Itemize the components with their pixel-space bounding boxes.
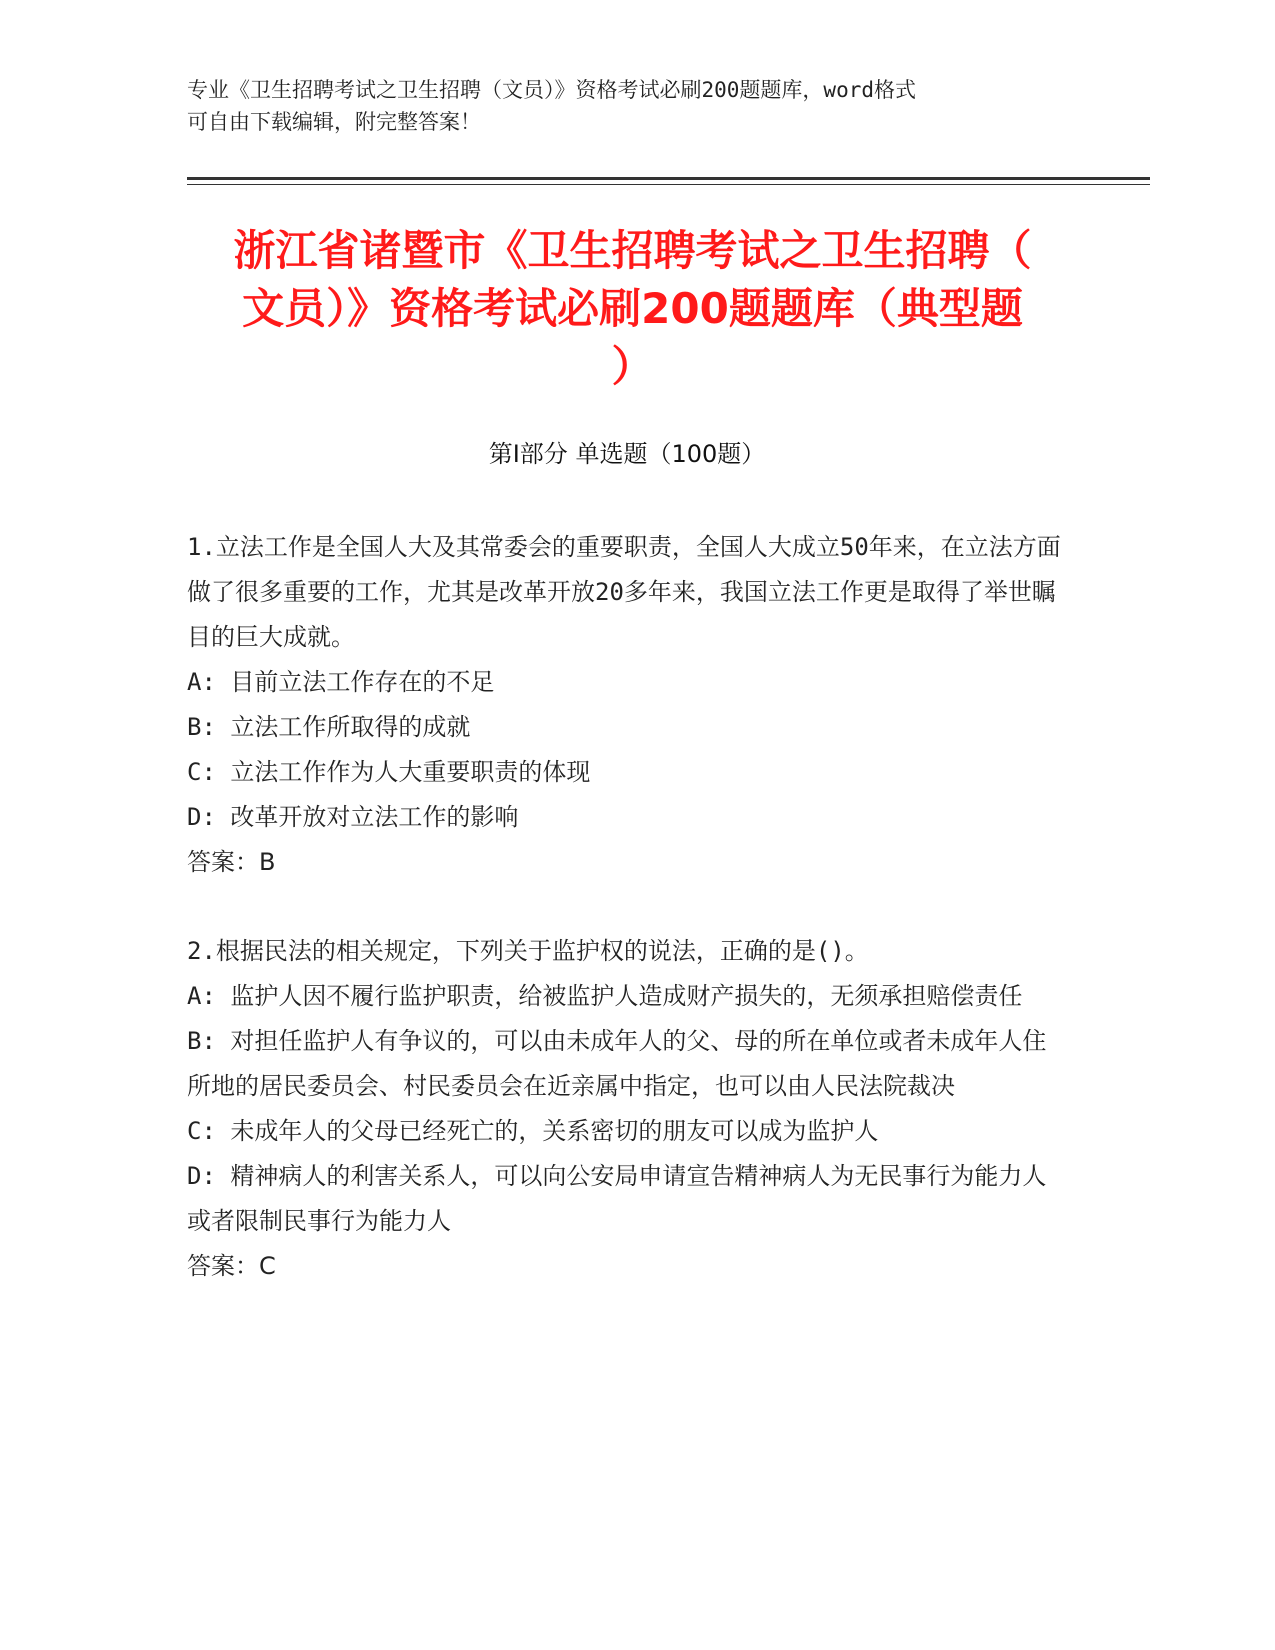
question-option: A: 目前立法工作存在的不足 (187, 668, 495, 696)
header-divider-thick (187, 177, 1150, 180)
question-answer: 答案：C (187, 1252, 276, 1280)
title-line2: 文员）》资格考试必刷200题题库（典型题 (242, 284, 1023, 333)
question-stem: 2.根据民法的相关规定，下列关于监护权的说法，正确的是()。 (187, 937, 869, 965)
title-line1: 浙江省诸暨市《卫生招聘考试之卫生招聘（ (233, 226, 1032, 275)
question-stem: 1.立法工作是全国人大及其常委会的重要职责，全国人大成立50年来，在立法方面做了很多重要的工作，尤其是改革开放20多年来，我国立法工作更是取得了举世瞩目的巨大成就。 (187, 533, 1061, 651)
document-title (180, 222, 1085, 396)
section-heading: 第I部分 单选题（100题） (488, 440, 766, 468)
header-note-line2: 可自由下载编辑，附完整答案！ (187, 110, 481, 134)
question-option: B: 对担任监护人有争议的，可以由未成年人的父、母的所在单位或者未成年人住所地的居民委员会、村民委员会在近亲属中指定，也可以由人民法院裁决 (187, 1027, 1047, 1100)
question-option: C: 未成年人的父母已经死亡的，关系密切的朋友可以成为监护人 (187, 1117, 879, 1145)
question-item (187, 929, 1067, 1289)
question-option: C: 立法工作作为人大重要职责的体现 (187, 758, 591, 786)
question-list (187, 525, 1067, 1333)
question-option: B: 立法工作所取得的成就 (187, 713, 471, 741)
header-note-line1: 专业《卫生招聘考试之卫生招聘（文员）》资格考试必刷200题题库，word格式 (187, 78, 916, 102)
question-option: D: 精神病人的利害关系人，可以向公安局申请宣告精神病人为无民事行为能力人或者限制民事行为能力人 (187, 1162, 1047, 1235)
header-note (187, 74, 1067, 138)
question-option: A: 监护人因不履行监护职责，给被监护人造成财产损失的，无须承担赔偿责任 (187, 982, 1023, 1010)
question-option: D: 改革开放对立法工作的影响 (187, 803, 519, 831)
header-divider-thin (187, 184, 1150, 185)
question-answer: 答案：B (187, 848, 276, 876)
question-item (187, 525, 1067, 885)
title-line3: ） (611, 342, 654, 391)
